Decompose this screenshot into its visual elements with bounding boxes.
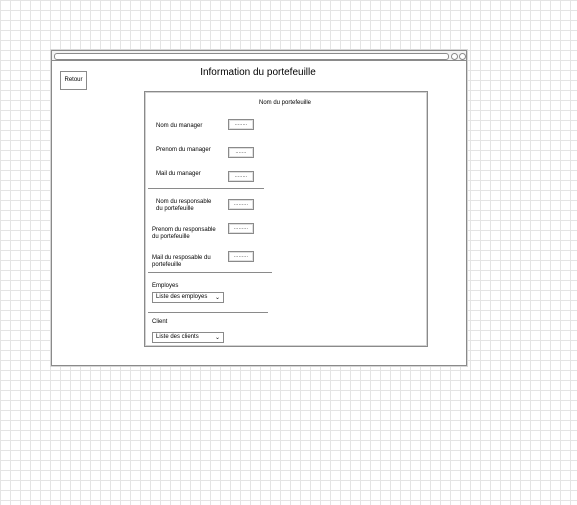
section-divider xyxy=(148,312,268,313)
manager-name-label xyxy=(156,123,202,130)
portfolio-panel xyxy=(144,91,428,347)
manager-firstname-label-text: Prenom du manager xyxy=(156,147,211,153)
owner-name-label-line2: du portefeuille xyxy=(156,206,194,212)
employees-select-value: Liste des employes xyxy=(156,294,208,300)
owner-mail-label-line2: portefeuille xyxy=(152,262,182,268)
manager-firstname-field[interactable]: ....... xyxy=(228,147,254,158)
page-title: Information du portefeuille xyxy=(200,67,316,78)
manager-firstname-label xyxy=(156,147,211,154)
owner-mail-field[interactable]: ......... xyxy=(228,251,254,262)
clients-label: Client xyxy=(152,319,168,325)
manager-mail-field[interactable]: ........ xyxy=(228,171,254,182)
manager-mail-label-text: Mail du manager xyxy=(156,171,201,177)
owner-firstname-label-line2: du portefeuille xyxy=(152,234,190,240)
window-titlebar xyxy=(52,51,466,61)
chevron-down-icon: ⌄ xyxy=(214,295,220,301)
address-bar[interactable] xyxy=(54,53,449,60)
clients-select[interactable] xyxy=(152,332,224,343)
window-control-circle-icon[interactable] xyxy=(459,53,466,60)
owner-mail-label xyxy=(152,255,211,269)
owner-firstname-label-line1: Prenom du responsable xyxy=(152,227,216,233)
portfolio-name-label: Nom du portefeuille xyxy=(258,100,312,106)
owner-name-label xyxy=(156,199,211,213)
owner-mail-label-line1: Mail du resposable du xyxy=(152,255,211,261)
manager-mail-label xyxy=(156,171,201,178)
section-divider xyxy=(148,272,272,273)
clients-select-value: Liste des clients xyxy=(156,334,199,340)
employees-select[interactable] xyxy=(152,292,224,303)
owner-name-field[interactable]: ......... xyxy=(228,199,254,210)
owner-name-label-line1: Nom du responsable xyxy=(156,199,212,205)
window-control-circle-icon[interactable] xyxy=(451,53,458,60)
section-divider xyxy=(148,188,264,189)
owner-firstname-field[interactable]: ......... xyxy=(228,223,254,234)
app-window xyxy=(51,50,467,366)
manager-name-label-text: Nom du manager xyxy=(156,123,203,129)
employees-label: Employes xyxy=(152,283,179,289)
chevron-down-icon: ⌄ xyxy=(214,335,220,341)
back-button[interactable]: Retour xyxy=(60,71,87,90)
manager-name-field[interactable]: ........ xyxy=(228,119,254,130)
owner-firstname-label xyxy=(152,227,216,241)
